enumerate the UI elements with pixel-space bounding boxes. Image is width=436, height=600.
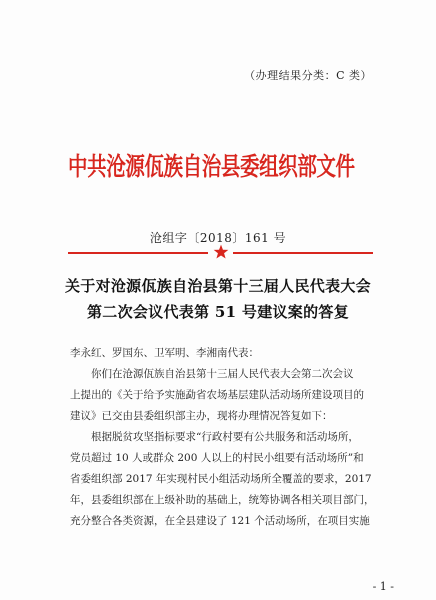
document-title-line-1: 关于对沧源佤族自治县第十三届人民代表大会: [64, 277, 371, 295]
paragraph-2-line-5: 充分整合各类资源，在全县建设了 121 个活动场所，在项目实施: [70, 515, 370, 527]
divider-line-left: [68, 252, 208, 254]
paragraph-1-line-2: 上提出的《关于给予实施勐省农场基层建队活动场所建设项目的: [70, 389, 364, 401]
classification-label: （办理结果分类：C 类）: [244, 69, 372, 82]
paragraph-2-line-2: 党员超过 10 人或群众 200 人以上的村民小组要有活动场所”和: [70, 452, 364, 464]
document-header-title: 中共沧源佤族自治县委组织部文件: [68, 152, 355, 181]
paragraph-1-line-3: 建议》已交由县委组织部主办，现将办理情况答复如下：: [70, 410, 333, 422]
header-divider: [68, 247, 373, 259]
paragraph-2-line-1: 根据脱贫攻坚指标要求“行政村要有公共服务和活动场所，: [91, 431, 359, 443]
paragraph-2-line-3: 省委组织部 2017 年实现村民小组活动场所全覆盖的要求，2017: [70, 473, 372, 485]
salutation: 李永红、罗国东、卫军明、李湘南代表：: [70, 347, 259, 359]
divider-line-right: [233, 252, 373, 254]
page-number: - 1 -: [372, 580, 394, 593]
star-icon: [213, 244, 229, 260]
document-title-line-2: 第二次会议代表第 51 号建议案的答复: [86, 303, 350, 321]
paragraph-1-line-1: 你们在沧源佤族自治县第十三届人民代表大会第二次会议: [91, 368, 354, 380]
document-number: 沧组字〔2018〕161 号: [149, 231, 287, 245]
paragraph-2-line-4: 年，县委组织部在上级补助的基础上，统筹协调各相关项目部门，: [70, 494, 375, 506]
